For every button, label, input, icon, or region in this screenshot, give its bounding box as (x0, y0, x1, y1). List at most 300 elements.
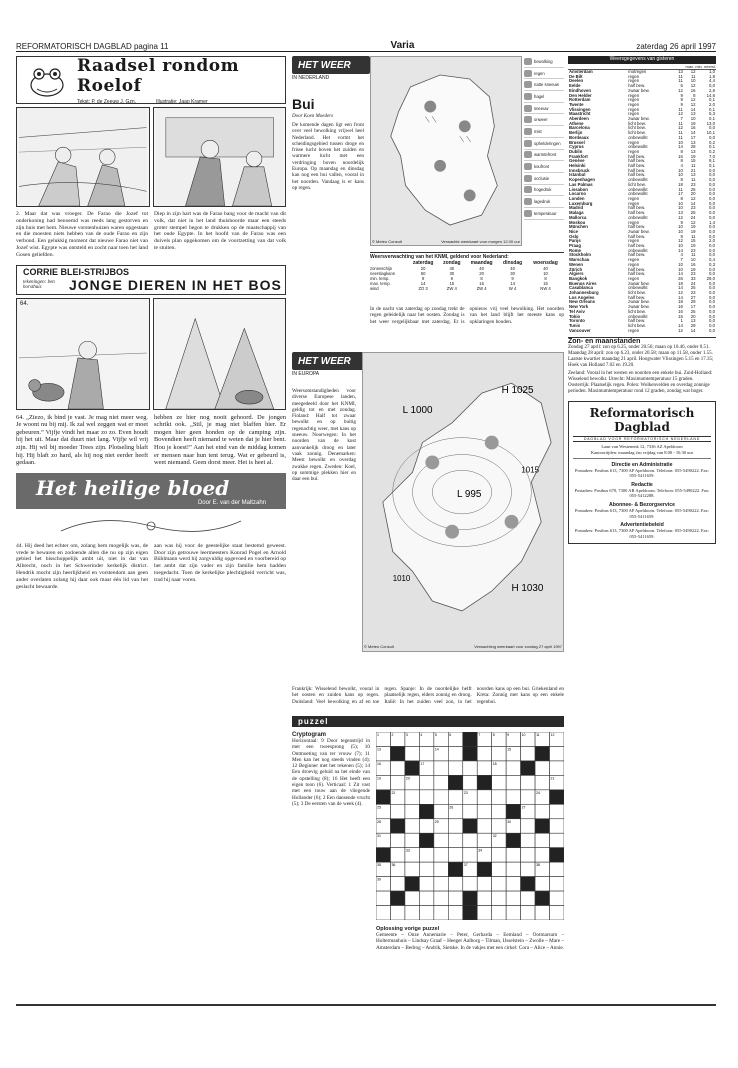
precipitation: 29,0 (706, 275, 715, 281)
weather-condition: zwaar bew. (628, 228, 650, 234)
crossword-cell[interactable] (419, 906, 433, 920)
temp-max: 26 (678, 275, 683, 281)
rain-icon (524, 70, 532, 77)
crossword-cell[interactable] (463, 848, 477, 862)
crossword-cell[interactable] (419, 848, 433, 862)
crossword-cell[interactable] (390, 906, 404, 920)
crossword-cell[interactable] (405, 746, 419, 760)
legend-item: regen (524, 68, 564, 80)
temp-max: 11 (678, 73, 683, 79)
crossword-cell[interactable] (405, 790, 419, 804)
serial-text-b: aan was hij voor de geestelijke staat bestemd geweest. Door zijn getrouwe leermeesters Konrad Pogel en Arnold Bühlmann werd hij zorgvuldig opgevoed en voorbereid op het ambt dat zijn vader en zijn familie hem hadden toegedacht. Toen de kerkelijke plechtigheid verricht was, trad hij naar voren. (154, 542, 286, 583)
crossword-cell[interactable] (419, 862, 433, 876)
temp-min: 33 (690, 275, 696, 281)
precipitation: 0,0 (709, 294, 715, 300)
weather-condition: onbewolkt (628, 186, 648, 192)
crossword-cell[interactable] (390, 877, 404, 891)
crossword-block (376, 848, 390, 862)
crossword-cell[interactable] (550, 833, 564, 847)
comic-credit-illustration: Illustratie: Jaap Kramer (156, 98, 208, 105)
crossword-cell[interactable] (448, 891, 462, 905)
temp-min: 25 (690, 308, 696, 314)
temp-max: 14 (678, 144, 683, 150)
crossword-cell[interactable] (434, 848, 448, 862)
crossword-cell[interactable] (390, 775, 404, 789)
crossword-cell[interactable] (434, 761, 448, 775)
crossword-cell[interactable] (521, 862, 535, 876)
temp-max: 1 (680, 318, 683, 324)
city-name: Mallorca (569, 214, 587, 220)
crossword-cell[interactable] (376, 891, 390, 905)
forecast-cell: 30 (510, 271, 515, 276)
crossword-cell[interactable] (405, 833, 419, 847)
temp-min: 23 (690, 247, 696, 253)
puzzle-solution: Gemeente – Onze Annemarie – Peter, Gerharda – Eemland – Ootmarsum – Holtermanhuis – Lindsay Graaf – Heeger Aalborg – Tilman, IJsselstein – Zwolle – Mare – Amsterdam – Bedrog – Andrik, Sietske. In de vakjes met een cirkel: Cora – Alice – Annie. (376, 932, 564, 951)
crossword-cell[interactable] (506, 877, 520, 891)
crossword-cell[interactable] (550, 761, 564, 775)
cold-front-icon (524, 163, 532, 170)
crossword-cell[interactable] (434, 775, 448, 789)
city-name: Locarno (569, 191, 586, 197)
crossword-number: 12 (550, 733, 555, 737)
crossword-number: 24 (536, 790, 540, 795)
crossword-cell[interactable] (434, 891, 448, 905)
city-name: Kopenhagen (569, 177, 596, 183)
crossword-cell[interactable] (492, 891, 506, 905)
city-name: Vancouver (569, 327, 591, 333)
weather-condition: half bew. (628, 205, 646, 211)
temp-min: 21 (690, 167, 696, 173)
masthead-dir-head: Directie en Administratie (611, 461, 673, 468)
crossword-cell[interactable] (448, 848, 462, 862)
crossword-cell[interactable] (550, 746, 564, 760)
crossword-cell[interactable] (419, 819, 433, 833)
comic-text-b: Diep in zijn hart was de Farao bang voor de macht van dit volk, dat niet in het land thuishoorde maar een steeds groter stempel begon te drukken op de maatschappij van het oude Egypte. In het hoofd van de Farao was een duivels plan opgekomen om de voortzetting van dat volk te stuiten. (154, 211, 286, 251)
sleet-icon (524, 81, 532, 88)
temp-min: 19 (690, 224, 696, 230)
precipitation: 0,0 (709, 247, 715, 253)
forecast-cell: 40 (510, 266, 515, 271)
legend-item: ophelderingen (524, 138, 564, 150)
crossword-cell[interactable] (405, 891, 419, 905)
comic-panel-1-drawing (17, 108, 149, 206)
comic-panel-1 (16, 107, 150, 207)
crossword-cell[interactable] (419, 775, 433, 789)
crossword-cell[interactable] (521, 848, 535, 862)
warm-front-icon (524, 151, 532, 158)
sun-moon-box (568, 337, 716, 395)
crossword-cell[interactable] (521, 833, 535, 847)
thunder-icon (524, 116, 532, 123)
precipitation: 0,0 (709, 134, 715, 140)
crossword-cell[interactable] (492, 746, 506, 760)
temp-max: 12 (678, 238, 683, 244)
crossword-cell[interactable] (506, 848, 520, 862)
crossword-cell[interactable] (506, 906, 520, 920)
weather-text-2: In de nacht van zaterdag op zondag trekt de regen geleidelijk naar het oosten. Zondag is het weer vergelijkbaar met zaterdag. Er is opnieuw vrij veel bewolking. Het noorden van het land blijft het meeste kans op opklaringen houden. (370, 306, 564, 325)
temp-min: 17 (690, 304, 696, 310)
crossword-block (521, 761, 535, 775)
precipitation: 0,0 (709, 308, 715, 314)
crossword-cell[interactable] (506, 790, 520, 804)
temp-max: 4 (680, 252, 683, 258)
crossword-block (550, 848, 564, 862)
crossword-cell[interactable] (477, 790, 491, 804)
crossword-cell[interactable] (448, 819, 462, 833)
precipitation: 0,0 (709, 243, 715, 249)
legend-item: natte sneeuw (524, 79, 564, 91)
weather-condition: half bew. (628, 266, 646, 272)
puzzle-type: Cryptogram (292, 732, 327, 738)
crossword-cell[interactable] (477, 804, 491, 818)
crossword-cell[interactable] (376, 906, 390, 920)
city-name: Rotterdam (569, 97, 591, 103)
weather-condition: regen (628, 73, 640, 79)
crossword-cell[interactable] (463, 761, 477, 775)
weather-condition: half bew. (628, 294, 646, 300)
crossword-cell[interactable] (463, 877, 477, 891)
crossword-cell[interactable] (390, 804, 404, 818)
legend-item: bewolking (524, 56, 564, 68)
crossword-number: 32 (492, 834, 497, 839)
precipitation: 1,8 (709, 73, 715, 79)
precipitation: 0,0 (709, 181, 715, 187)
precipitation: 0,0 (709, 195, 715, 201)
temp-max: 11 (678, 134, 683, 140)
crossword-cell[interactable] (550, 862, 564, 876)
precipitation: 0,0 (709, 228, 715, 234)
temp-min: 28 (690, 144, 696, 150)
netherlands-map-drawing (371, 57, 521, 245)
forecast-cell: 10 (543, 271, 548, 276)
crossword-cell[interactable] (434, 877, 448, 891)
crossword-cell[interactable] (390, 761, 404, 775)
crossword-cell[interactable] (477, 746, 491, 760)
crossword-number: 33 (405, 848, 410, 853)
weather-condition: regen (628, 257, 640, 263)
forecast-cell: 14 (420, 281, 426, 286)
weather-condition: regen (628, 97, 640, 103)
crossword-cell[interactable] (550, 877, 564, 891)
temp-max: 9 (680, 92, 683, 98)
temp-min: 14 (690, 200, 696, 206)
precipitation: 0,0 (709, 313, 715, 319)
crossword-cell[interactable] (550, 891, 564, 905)
temp-min: 20 (690, 313, 696, 319)
hail-icon (524, 93, 532, 100)
table-row (568, 329, 716, 334)
crossword-cell[interactable] (492, 877, 506, 891)
crossword-cell[interactable] (535, 848, 549, 862)
precipitation: 0,0 (709, 233, 715, 239)
crossword-cell[interactable] (492, 906, 506, 920)
weather-condition: licht bew. (628, 130, 646, 136)
temp-max: 15 (678, 313, 683, 319)
temp-max: 17 (678, 191, 683, 197)
temp-max: 14 (678, 285, 683, 291)
forecast-title: Weersverwachting van het KNMI, geldend voor Nederland: (370, 252, 564, 260)
page-footer-rule (16, 1004, 716, 1006)
crossword-cell[interactable] (463, 775, 477, 789)
weather-text: De komende dagen ligt een front over veel bewolking vrijwel heel Nederland. Het vormt het scheidingsgebied tussen droge en frisse lucht boven het zuiden en warmere lucht met een verdringing boven noordelijk Europa. Op maandag en dinsdag kan nog een bui vallen, vooral in het noorden. Vandaag is er kans op regen. (292, 122, 364, 191)
city-name: Dublin (569, 148, 583, 154)
crossword-cell[interactable] (448, 906, 462, 920)
crossword-cell[interactable] (506, 775, 520, 789)
masthead-box (568, 401, 716, 544)
precipitation: 0,0 (709, 177, 715, 183)
crossword-number: 18 (492, 761, 497, 766)
city-name: Maastricht (569, 111, 591, 117)
occlusion-icon (524, 175, 532, 182)
city-name: Malaga (569, 210, 584, 216)
temp-max: 10 (678, 205, 683, 211)
precipitation: 0,0 (709, 280, 715, 286)
crossword-cell[interactable] (492, 790, 506, 804)
crossword-cell[interactable] (521, 775, 535, 789)
crossword-cell[interactable] (521, 746, 535, 760)
crossword-cell[interactable] (463, 833, 477, 847)
crossword-number: 3 (405, 733, 408, 737)
temp-min: 25 (690, 186, 696, 192)
crossword-cell[interactable] (390, 833, 404, 847)
crossword-cell[interactable] (434, 790, 448, 804)
city-name: Casablanca (569, 285, 593, 291)
forecast-day: woensdag (533, 260, 558, 266)
temp-min: 19 (690, 153, 696, 159)
weather-condition: half bew. (628, 233, 646, 239)
crossword-cell[interactable] (405, 804, 419, 818)
weather-condition: licht bew. (628, 181, 646, 187)
temp-min: 19 (690, 266, 696, 272)
weather-condition: regen (628, 327, 640, 333)
temp-min: 14 (690, 106, 696, 112)
crossword-cell[interactable] (477, 877, 491, 891)
crossword-number: 23 (463, 790, 468, 795)
serial-author: Door E. van der Maltzahn (197, 499, 266, 506)
precipitation: 0,3 (709, 261, 715, 267)
crossword-block (463, 891, 477, 905)
crossword-cell[interactable] (434, 804, 448, 818)
crossword-cell[interactable] (477, 833, 491, 847)
city-name: Nice (569, 228, 579, 234)
crossword-number: 2 (391, 733, 394, 737)
weather-condition: zwaar bew. (628, 116, 650, 122)
weather-condition: half bew. (628, 153, 646, 159)
crossword-cell[interactable] (535, 833, 549, 847)
crossword-cell[interactable] (477, 891, 491, 905)
city-name: Twente (569, 101, 584, 107)
crossword-cell[interactable] (419, 746, 433, 760)
right-column (568, 56, 716, 1000)
temp-min: 24 (690, 214, 696, 220)
crossword-cell[interactable] (492, 848, 506, 862)
europe-text-2: Frankrijk: Wisselend bewolkt, vooral in het oosten en zuiden kans op regen. Duitsland: Veel bewolking en af en toe regen. Spanje: In de noordelijke helft plaatselijk regen, elders zonnig en droog. Italië: In het zuiden veel zon, in het noorden kans op een bui. Griekenland en Kreta: Zonnig met kans op een enkele regenbui. (292, 686, 564, 705)
city-name: Madrid (569, 205, 584, 211)
crossword-cell[interactable] (405, 819, 419, 833)
weather-condition: onbewolkt (628, 214, 648, 220)
strip-title: JONGE DIEREN IN HET BOS (69, 276, 282, 293)
crossword-cell[interactable] (448, 746, 462, 760)
crossword-cell[interactable] (535, 804, 549, 818)
europe-text: Weersomstandigheden voor diverse Europese landen, meegedeeld door het KNMI, geldig tot en met zondag. Finland: Half tot zwaar bewolkt en op buitig regenachtig weer, met kans op sneeuw. Noorwegen: In het noorden van de kust aanvankelijk droog en later vaak zonnig. Denemarken: Meest bewolkt en overdag zwakke regen. Zweden: Koel, op sommige plekken hier en daar een bui. (292, 388, 356, 483)
masthead-abo-head: Abonnee- & Bezorgservice (608, 501, 675, 508)
temp-min: 13 (690, 172, 696, 178)
temp-max: 6 (680, 83, 683, 89)
crossword-cell[interactable] (448, 833, 462, 847)
weather-condition: licht bew. (628, 290, 646, 296)
weather-condition: onbewolkt (628, 247, 648, 253)
strip-panel-2 (153, 298, 287, 410)
temp-max: 10 (678, 167, 683, 173)
temp-max: 11 (678, 186, 683, 192)
crossword-cell[interactable] (521, 790, 535, 804)
crossword-cell[interactable] (463, 804, 477, 818)
precipitation: 0,0 (709, 83, 715, 89)
temp-max: 16 (678, 308, 683, 314)
crossword-cell[interactable] (434, 833, 448, 847)
temp-min: 29 (690, 299, 696, 305)
crossword-cell[interactable] (506, 862, 520, 876)
crossword-cell[interactable] (477, 819, 491, 833)
crossword-number: 13 (377, 747, 381, 752)
city-name: Moskou (569, 219, 586, 225)
crossword-cell[interactable] (448, 761, 462, 775)
crossword-cell[interactable] (405, 862, 419, 876)
serial-title: Het heilige bloed (36, 475, 230, 500)
crossword-block (390, 746, 404, 760)
weather-heading: Bui (292, 96, 315, 112)
crossword-block (419, 804, 433, 818)
weather-map-credit: © Meteo Consult (372, 239, 402, 244)
crossword-cell[interactable] (521, 891, 535, 905)
city-name: Aberdeen (569, 116, 589, 122)
europe-map-caption: Verwachting weerkaart voor zondag 27 april 1997 (474, 644, 562, 649)
crossword-cell[interactable] (506, 891, 520, 905)
weather-map-caption: Verwachte weerkaart voor morgen 12.00 uur (441, 239, 520, 244)
comic-panel-2 (153, 107, 287, 207)
serial-banner (16, 473, 286, 509)
crossword-cell[interactable] (477, 906, 491, 920)
forecast-cell: 14 (510, 281, 515, 286)
crossword-cell[interactable] (448, 790, 462, 804)
forecast-cell: 40 (449, 266, 455, 271)
crossword-number: 29 (434, 819, 439, 824)
precipitation: 0,0 (709, 318, 715, 324)
crossword-cell[interactable] (405, 906, 419, 920)
crossword-cell[interactable] (492, 862, 506, 876)
crossword-cell[interactable] (434, 862, 448, 876)
precipitation: 0,0 (709, 285, 715, 291)
weather-condition: regen (628, 238, 640, 244)
city-name: Eindhoven (569, 87, 591, 93)
crossword-cell[interactable] (535, 761, 549, 775)
temp-max: 7 (680, 116, 683, 122)
high-pressure-icon (524, 186, 532, 193)
crossword-cell[interactable] (419, 877, 433, 891)
crossword-grid[interactable] (376, 732, 564, 920)
strip-text-b: hebben ze hier nog nooit gehoord. De jongen schrikt ook. „Stil, je mag niet blaffen hier. Er mogen hier geen honden op de camping zijn. Bovendien heeft niemand te weten dat je hier bent. Hou je koest!” Aan het eind van de middag komen er mensen naar hun tent terug. Wat er gebeurd is, weet niemand. Geen dorst meer. Het is heet al. (154, 413, 286, 467)
crossword-cell[interactable] (448, 877, 462, 891)
temp-max: 16 (678, 153, 683, 159)
crossword-cell[interactable] (492, 819, 506, 833)
city-name: Praag (569, 243, 581, 249)
crossword-block (405, 761, 419, 775)
crossword-cell[interactable] (506, 761, 520, 775)
temp-min: 12 (690, 97, 696, 103)
cloud-icon (524, 58, 532, 65)
crossword-cell[interactable] (492, 775, 506, 789)
forecast-cell: 20 (479, 271, 484, 276)
puzzle-heading: puzzel (292, 716, 564, 727)
precipitation: 0,0 (709, 167, 715, 173)
temp-max: 10 (678, 224, 683, 230)
legend-item: sneeuw (524, 103, 564, 115)
fog-icon (524, 128, 532, 135)
masthead-office: Laan van Westenenk 12, 7336 AZ Apeldoorn (601, 444, 683, 450)
crossword-cell[interactable] (535, 877, 549, 891)
temp-min: 23 (690, 181, 696, 187)
crossword-number: 28 (377, 819, 381, 824)
crossword-cell[interactable] (535, 775, 549, 789)
crossword-cell[interactable] (477, 761, 491, 775)
city-name: Athene (569, 120, 584, 126)
weather-condition: regen (628, 261, 640, 267)
legend-item: lagedruk (524, 196, 564, 208)
crossword-block (477, 775, 491, 789)
temp-min: 11 (691, 163, 696, 169)
map-pressure-label: 1010 (392, 574, 411, 584)
crossword-block (550, 790, 564, 804)
crossword-cell[interactable] (550, 906, 564, 920)
temp-min: 14 (690, 327, 696, 333)
crossword-cell[interactable] (521, 906, 535, 920)
forecast-cell: 20 (420, 266, 426, 271)
snow-icon (524, 105, 532, 112)
precipitation: 2,0 (709, 101, 715, 107)
weather-condition: licht bew. (628, 125, 646, 131)
legend-item: hagel (524, 91, 564, 103)
temp-min: 8 (693, 92, 696, 98)
crossword-block (463, 746, 477, 760)
temp-max: 9 (680, 97, 683, 103)
crossword-cell[interactable] (419, 891, 433, 905)
weather-nl-logo-sub: IN NEDERLAND (292, 75, 330, 81)
weather-condition: onbewolkt (628, 134, 648, 140)
weather-condition: regen (628, 200, 640, 206)
crossword-cell[interactable] (521, 819, 535, 833)
crossword-cell[interactable] (492, 804, 506, 818)
city-name: Las Palmas (569, 181, 593, 187)
temp-max: 11 (678, 78, 683, 84)
crossword-cell[interactable] (535, 906, 549, 920)
weather-condition: regen (628, 78, 640, 84)
crossword-cell[interactable] (550, 804, 564, 818)
serial-ornament-icon (51, 511, 251, 541)
precipitation: 0,0 (709, 322, 715, 328)
forecast-day: zaterdag (412, 260, 434, 266)
crossword-cell[interactable] (390, 848, 404, 862)
crossword-cell[interactable] (550, 819, 564, 833)
crossword-number: 26 (449, 805, 454, 810)
crossword-block (521, 877, 535, 891)
map-pressure-label: 1015 (521, 465, 540, 475)
weather-condition: half bew. (628, 158, 646, 164)
crossword-cell[interactable] (419, 790, 433, 804)
temp-min: 24 (690, 280, 696, 286)
precipitation: 0,0 (709, 186, 715, 192)
crossword-cell[interactable] (434, 906, 448, 920)
temp-max: 12 (678, 290, 683, 296)
